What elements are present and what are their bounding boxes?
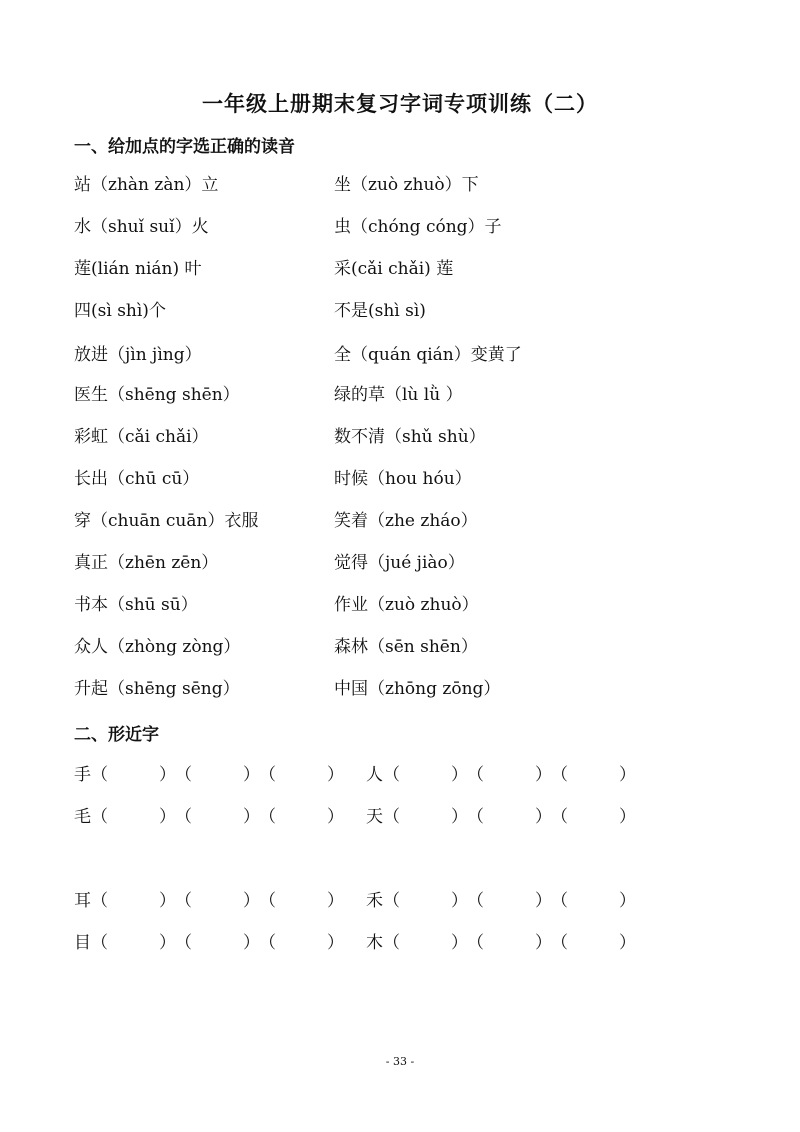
pronunciation-row	[0, 632, 800, 662]
answer-blank[interactable]: （ ）	[91, 765, 176, 785]
answer-blank[interactable]: （ ）	[551, 891, 636, 911]
similar-character-group-right	[366, 802, 635, 827]
answer-blank[interactable]: （ ）	[175, 891, 260, 911]
pronunciation-item-right: 全（quán qián）变黄了	[334, 345, 522, 365]
pronunciation-row	[0, 422, 800, 452]
pronunciation-row	[0, 506, 800, 536]
answer-blank[interactable]: （ ）	[383, 765, 468, 785]
pronunciation-row	[0, 212, 800, 242]
answer-blank[interactable]: （ ）	[551, 807, 636, 827]
pronunciation-item-left: 书本（shū sū）	[74, 595, 198, 615]
answer-blank[interactable]: （ ）	[383, 891, 468, 911]
pronunciation-row	[0, 170, 800, 200]
answer-blank[interactable]: （ ）	[175, 765, 260, 785]
pronunciation-item-left: 站（zhàn zàn）立	[74, 175, 219, 195]
pronunciation-item-left: 医生（shēng shēn）	[74, 385, 240, 405]
section-2-heading: 二、形近字	[74, 725, 159, 745]
pronunciation-item-left: 真正（zhēn zēn）	[74, 553, 219, 573]
answer-blank[interactable]: （ ）	[259, 807, 344, 827]
pronunciation-item-left: 长出（chū cū）	[74, 469, 200, 489]
similar-character-group-left	[74, 886, 343, 911]
answer-blank[interactable]: （ ）	[467, 765, 552, 785]
answer-blank[interactable]: （ ）	[91, 891, 176, 911]
base-character: 耳	[74, 891, 91, 911]
pronunciation-row	[0, 590, 800, 620]
answer-blank[interactable]: （ ）	[383, 807, 468, 827]
similar-character-row	[0, 886, 800, 916]
pronunciation-item-left: 彩虹（cǎi chǎi）	[74, 427, 209, 447]
pronunciation-item-right: 觉得（jué jiào）	[334, 553, 465, 573]
answer-blank[interactable]: （ ）	[175, 933, 260, 953]
answer-blank[interactable]: （ ）	[91, 933, 176, 953]
answer-blank[interactable]: （ ）	[175, 807, 260, 827]
answer-blank[interactable]: （ ）	[259, 933, 344, 953]
pronunciation-item-left: 莲(lián nián) 叶	[74, 259, 202, 279]
base-character: 木	[366, 933, 383, 953]
similar-character-group-left	[74, 760, 343, 785]
pronunciation-item-left: 穿（chuān cuān）衣服	[74, 511, 259, 531]
pronunciation-row	[0, 380, 800, 410]
pronunciation-item-right: 坐（zuò zhuò）下	[334, 175, 479, 195]
pronunciation-item-right: 不是(shì sì)	[334, 301, 426, 321]
base-character: 目	[74, 933, 91, 953]
section-1-heading: 一、给加点的字选正确的读音	[74, 137, 295, 157]
base-character: 禾	[366, 891, 383, 911]
pronunciation-item-right: 时候（hou hóu）	[334, 469, 472, 489]
answer-blank[interactable]: （ ）	[467, 891, 552, 911]
pronunciation-row	[0, 674, 800, 704]
page-title: 一年级上册期末复习字词专项训练（二）	[202, 91, 598, 116]
base-character: 手	[74, 765, 91, 785]
page-number: - 33 -	[385, 1055, 415, 1068]
pronunciation-row	[0, 548, 800, 578]
pronunciation-item-right: 笑着（zhe zháo）	[334, 511, 478, 531]
base-character: 天	[366, 807, 383, 827]
pronunciation-item-right: 作业（zuò zhuò）	[334, 595, 479, 615]
answer-blank[interactable]: （ ）	[467, 933, 552, 953]
pronunciation-item-right: 绿的草（lù lǜ ）	[334, 385, 463, 405]
answer-blank[interactable]: （ ）	[259, 765, 344, 785]
answer-blank[interactable]: （ ）	[551, 765, 636, 785]
answer-blank[interactable]: （ ）	[91, 807, 176, 827]
pronunciation-item-right: 中国（zhōng zōng）	[334, 679, 501, 699]
pronunciation-item-right: 采(cǎi chǎi) 莲	[334, 259, 454, 279]
similar-character-row	[0, 802, 800, 832]
base-character: 人	[366, 765, 383, 785]
pronunciation-row	[0, 340, 800, 370]
similar-character-group-right	[366, 760, 635, 785]
answer-blank[interactable]: （ ）	[467, 807, 552, 827]
pronunciation-row	[0, 464, 800, 494]
pronunciation-item-left: 升起（shēng sēng）	[74, 679, 240, 699]
similar-character-group-left	[74, 802, 343, 827]
pronunciation-item-left: 放进（jìn jìng）	[74, 345, 202, 365]
pronunciation-row	[0, 296, 800, 326]
answer-blank[interactable]: （ ）	[259, 891, 344, 911]
similar-character-group-left	[74, 928, 343, 953]
similar-character-row	[0, 928, 800, 958]
pronunciation-item-left: 四(sì shì)个	[74, 301, 166, 321]
pronunciation-item-left: 水（shuǐ suǐ）火	[74, 217, 209, 237]
pronunciation-item-right: 数不清（shǔ shù）	[334, 427, 486, 447]
answer-blank[interactable]: （ ）	[383, 933, 468, 953]
pronunciation-item-right: 虫（chóng cóng）子	[334, 217, 502, 237]
pronunciation-row	[0, 254, 800, 284]
similar-character-group-right	[366, 886, 635, 911]
base-character: 毛	[74, 807, 91, 827]
pronunciation-item-left: 众人（zhòng zòng）	[74, 637, 241, 657]
similar-character-row	[0, 760, 800, 790]
answer-blank[interactable]: （ ）	[551, 933, 636, 953]
pronunciation-item-right: 森林（sēn shēn）	[334, 637, 478, 657]
similar-character-group-right	[366, 928, 635, 953]
